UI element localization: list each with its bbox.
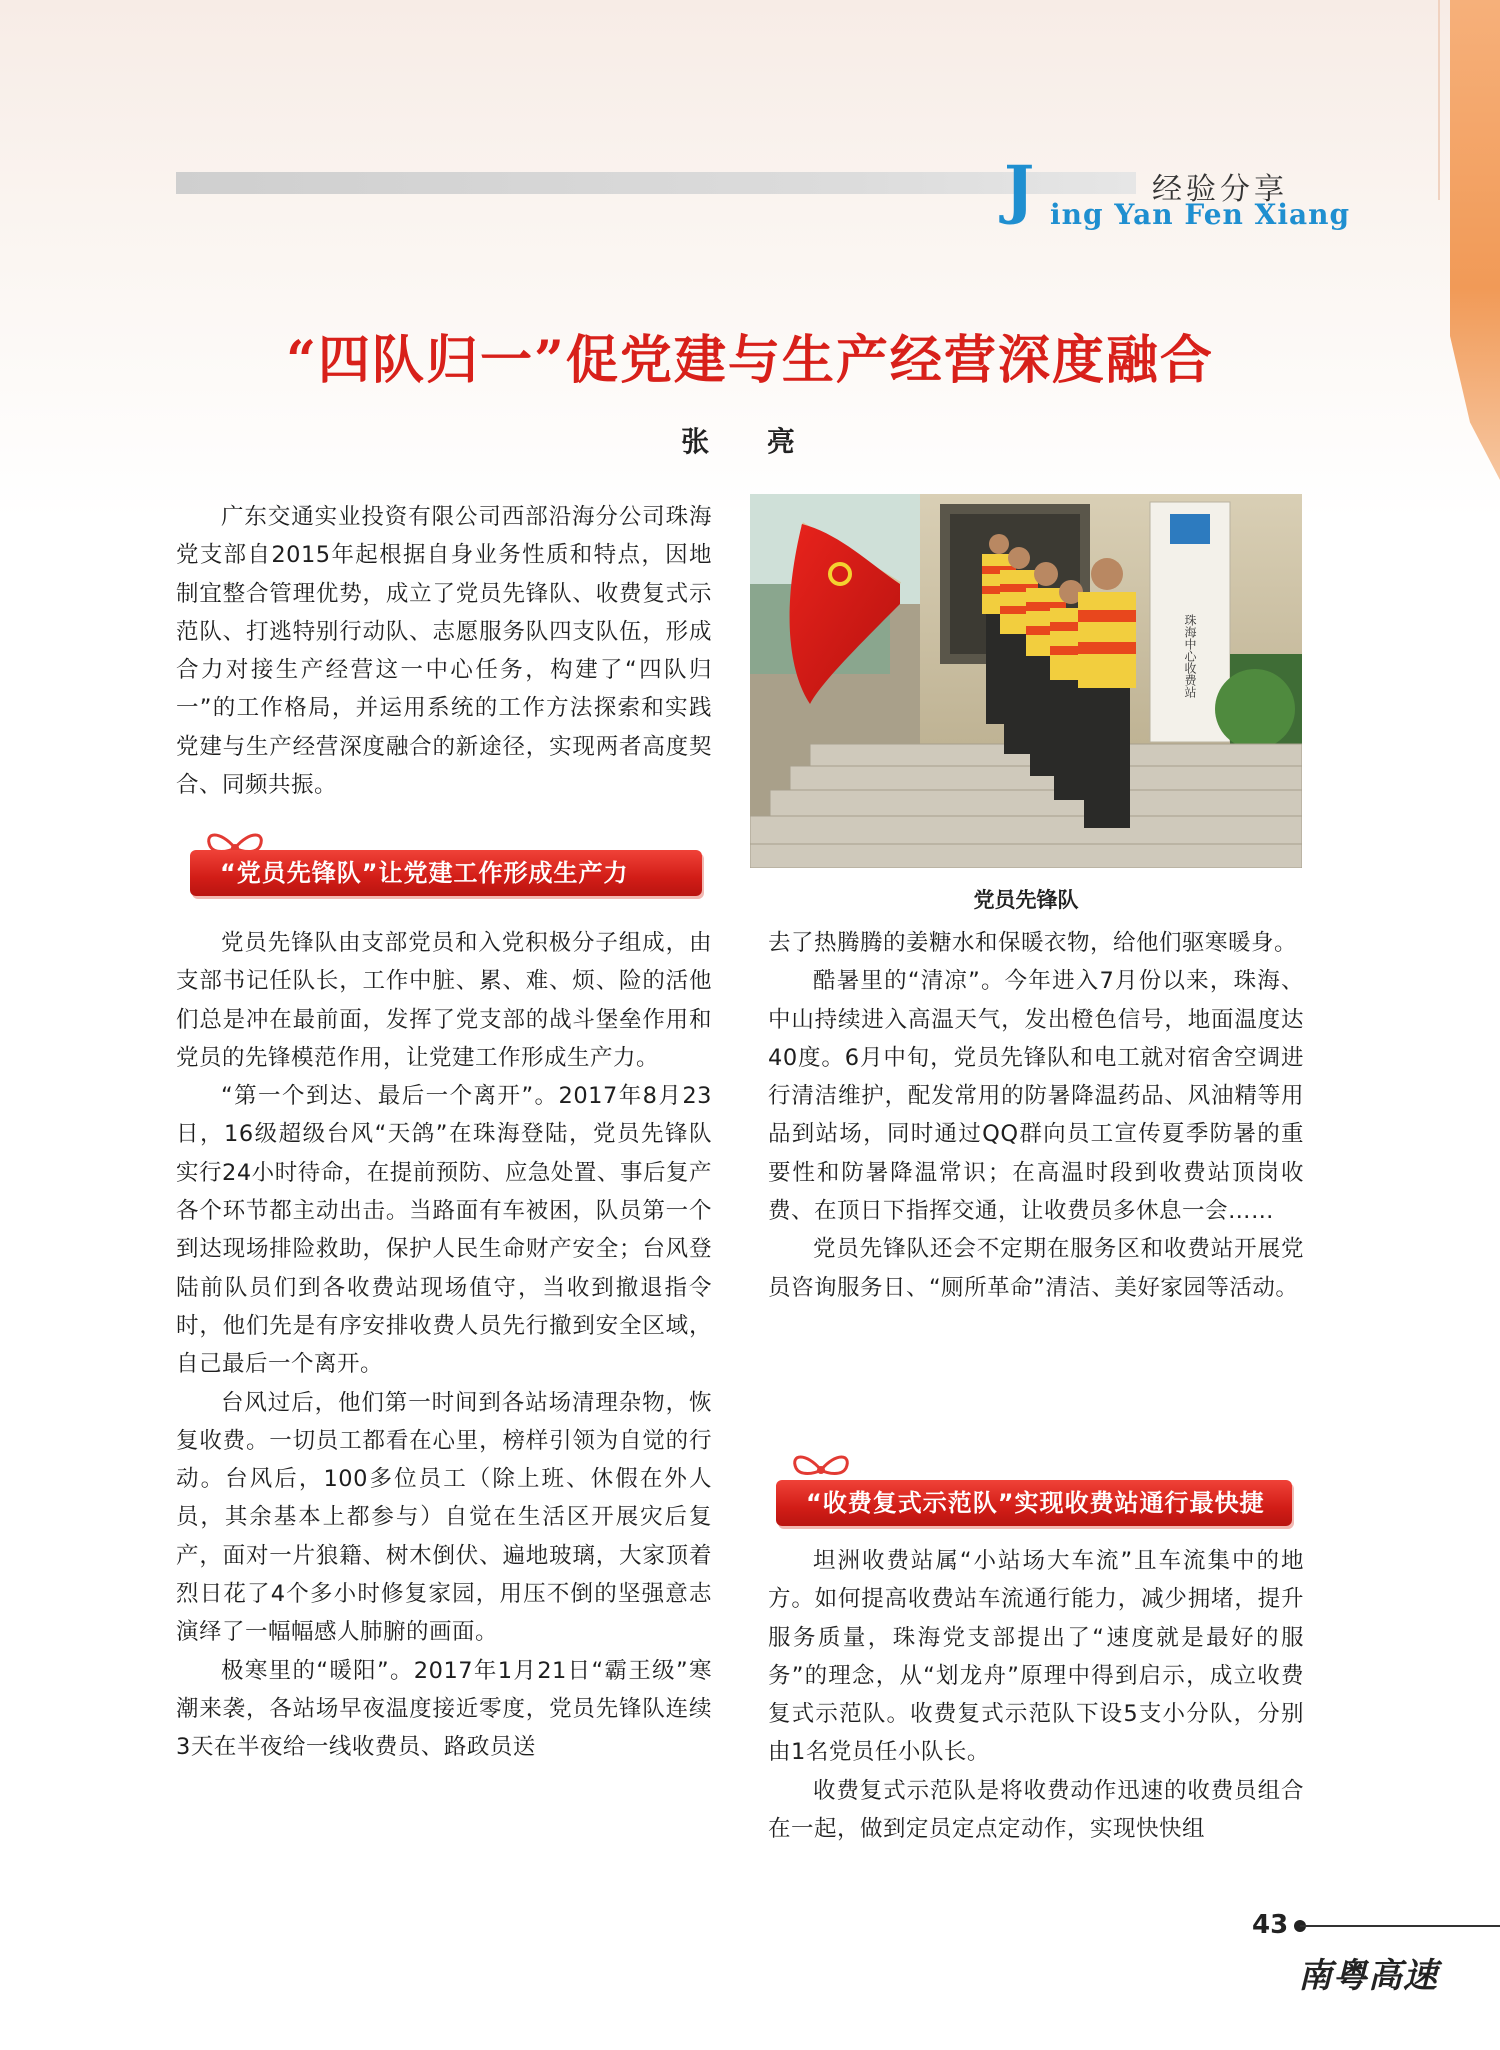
paragraph: 台风过后，他们第一时间到各站场清理杂物，恢复收费。一切员工都看在心里，榜样引领为自觉的行动。台风后，100多位员工（除上班、休假在外人员，其余基本上都参与）自觉在生活区开展灾后复产，面对一片狼籍、树木倒伏、遍地玻璃，大家顶着烈日花了4个多小时修复家园，用压不倒的坚强意志演绎了一幅幅感人肺腑的画面。 (176, 1389, 712, 1646)
paragraph: 去了热腾腾的姜糖水和保暖衣物，给他们驱寒暖身。 (768, 930, 1298, 956)
header-section-pinyin: ing Yan Fen Xiang (1050, 198, 1351, 231)
paragraph: 党员先锋队还会不定期在服务区和收费站开展党员咨询服务日、“厕所革命”清洁、美好家园等活动。 (768, 1236, 1304, 1301)
edge-rule (1438, 0, 1440, 200)
intro-paragraph: 广东交通实业投资有限公司西部沿海分公司珠海党支部自2015年起根据自身业务性质和特点，因地制宜整合管理优势，成立了党员先锋队、收费复式示范队、打逃特别行动队、志愿服务队四支队伍，形成合力对接生产经营这一中心任务，构建了“四队归一”的工作格局，并运用系统的工作方法探索和实践党建与生产经营深度融合的新途径，实现两者高度契合、同频共振。 (176, 504, 712, 799)
article-title: “四队归一”促党建与生产经营深度融合 (286, 330, 1214, 391)
right-column-lower (768, 1542, 1304, 1848)
paragraph: “第一个到达、最后一个离开”。2017年8月23日，16级超级台风“天鸽”在珠海登陆，党员先锋队实行24小时待命，在提前预防、应急处置、事后复产各个环节都主动出击。当路面有车被困，队员第一个到达现场排险救助，保护人民生命财产安全；台风登陆前队员们到各收费站现场值守，当收到撤退指令时，他们先是有序安排收费人员先行撤到安全区域，自己最后一个离开。 (176, 1083, 712, 1378)
paragraph: 极寒里的“暖阳”。2017年1月21日“霸王级”寒潮来袭，各站场早夜温度接近零度，党员先锋队连续3天在半夜给一线收费员、路政员送 (176, 1657, 712, 1761)
magazine-logo: 南粤高速 (1298, 1956, 1438, 1996)
header-initial: J (1004, 152, 1035, 227)
corner-decoration (1450, 0, 1500, 480)
intro-block (176, 498, 712, 804)
signboard-text: 珠海中心收费站 (1183, 614, 1197, 698)
paragraph: 坦洲收费站属“小站场大车流”且车流集中的地方。如何提高收费站车流通行能力，减少拥堵，提升服务质量，珠海党支部提出了“速度就是最好的服务”的理念，从“划龙舟”原理中得到启示，成立收费复式示范队。收费复式示范队下设5支小分队，分别由1名党员任小队长。 (768, 1548, 1304, 1766)
section-heading-vanguard: “党员先锋队”让党建工作形成生产力 (190, 850, 702, 896)
footer-rule (1300, 1925, 1500, 1927)
vanguard-team-photo (750, 494, 1302, 868)
page-number: 43 (1252, 1910, 1289, 1940)
paragraph: 党员先锋队由支部党员和入党积极分子组成，由支部书记任队长，工作中脏、累、难、烦、险的活他们总是冲在最前面，发挥了党支部的战斗堡垒作用和党员的先锋模范作用，让党建工作形成生产力。 (176, 930, 712, 1071)
header-bar (176, 172, 1136, 194)
paragraph: 收费复式示范队是将收费动作迅速的收费员组合在一起，做到定员定点定动作，实现快快组 (768, 1777, 1304, 1843)
section-heading-toll-team: “收费复式示范队”实现收费站通行最快捷 (776, 1480, 1292, 1526)
right-column-upper (768, 924, 1304, 1307)
header-section-name: 经验分享 (1152, 172, 1288, 207)
paragraph: 酷暑里的“清凉”。今年进入7月份以来，珠海、中山持续进入高温天气，发出橙色信号，地面温度达40度。6月中旬，党员先锋队和电工就对宿舍空调进行清洁维护，配发常用的防暑降温药品、风油精等用品到站场，同时通过QQ群向员工宣传夏季防暑的重要性和防暑降温常识；在高温时段到收费站顶岗收费、在顶日下指挥交通，让收费员多休息一会…… (768, 968, 1304, 1225)
left-column-body (176, 924, 712, 1767)
article-author: 张 亮 (681, 425, 819, 458)
photo-caption: 党员先锋队 (973, 888, 1079, 912)
ribbon-bow-icon (786, 1450, 856, 1484)
